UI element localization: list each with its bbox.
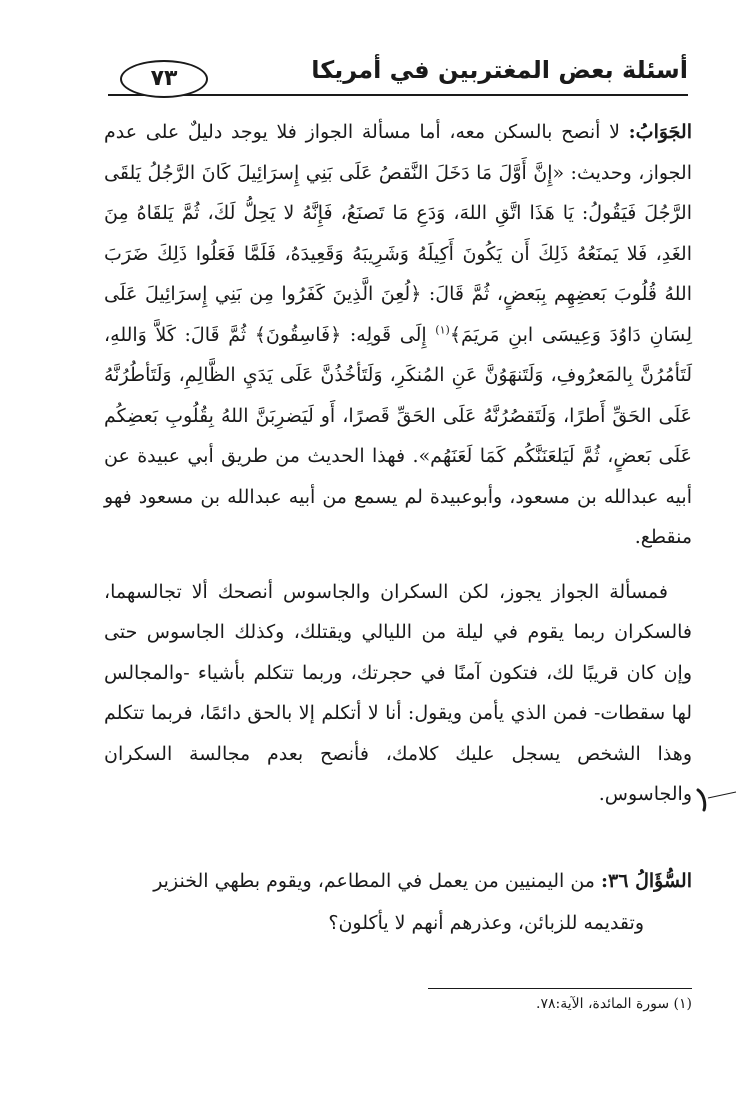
- question-text: من اليمنيين من يعمل في المطاعم، ويقوم بطهي الخنزير: [153, 870, 602, 892]
- running-title: أسئلة بعض المغتربين في أمريكا: [311, 56, 688, 84]
- header-rule: [108, 94, 688, 96]
- question-line-1: [104, 860, 692, 902]
- question-block: [104, 860, 692, 944]
- question-label: السُّؤَالُ ٣٦:: [601, 870, 692, 892]
- main-text: [104, 112, 692, 829]
- footnote-separator: [428, 988, 692, 989]
- footnote-reference: (١): [435, 323, 450, 337]
- advice-paragraph: فمسألة الجواز يجوز، لكن السكران والجاسوس أنصحك ألا تجالسهما، فالسكران ربما يقوم في ليلة من الليالي ويقتلك، وكذلك الجاسوس حتى وإن كان قريبًا لك، فتكون آمنًا في حجرتك، وربما تتكلم بأشياء -والمجالس لها سقطات- فمن الذي يأمن ويقول: أنا لا أتكلم إلا بالحق دائمًا، فربما تتكلم وهذا الشخص يسجل عليك كلامك، فأنصح بعدم مجالسة السكران والجاسوس.: [104, 580, 692, 805]
- margin-pointer-icon: [690, 782, 740, 814]
- footnote: (١) سورة المائدة، الآية:٧٨.: [536, 996, 692, 1012]
- question-line-2: وتقديمه للزبائن، وعذرهم أنهم لا يأكلون؟: [328, 912, 644, 934]
- answer-label: الجَوَابُ:: [628, 121, 692, 143]
- page-header: [108, 56, 688, 96]
- answer-text-continued: إِلَى قَولِه: ﴿فَاسِقُونَ﴾ ثُمَّ قَالَ: كَلاَّ وَاللهِ، لَتَأمُرُنَّ بِالمَعرُوفِ، وَلَتَنهَوُنَّ عَنِ المُنكَرِ، وَلَتَأخُذُنَّ عَلَى يَدَيِ الظَّالِمِ، وَلَتَأطُرُنَّهُ عَلَى الحَقِّ أَطرًا، وَلَتَقصُرُنَّهُ عَلَى الحَقِّ قَصرًا، أَو لَيَضرِبَنَّ اللهُ بِقُلُوبِ بَعضِكُم عَلَى بَعضٍ، ثُمَّ لَيَلعَنَنَّكُم كَمَا لَعَنَهُم». فهذا الحديث من طريق أبي عبيدة عن أبيه عبدالله بن مسعود، وأبوعبيدة لم يسمع من أبيه عبدالله بن مسعود فهو منقطع.: [104, 323, 692, 548]
- page-number: ٧٣: [120, 60, 208, 98]
- answer-paragraph: [104, 112, 692, 558]
- answer-text: لا أنصح بالسكن معه، أما مسألة الجواز فلا يوجد دليلٌ على عدم الجواز، وحديث: «إِنَّ أَوَّلَ مَا دَخَلَ النَّقصُ عَلَى بَنِي إِسرَائِيلَ كَانَ الرَّجُلُ يَلقَى الرَّجُلَ فَيَقُولُ: يَا هَذَا اتَّقِ اللهَ، وَدَعِ مَا تَصنَعُ، فَإِنَّهُ لا يَحِلُّ لَكَ، ثُمَّ يَلقَاهُ مِنَ الغَدِ، فَلا يَمنَعُهُ ذَلِكَ أَن يَكُونَ أَكِيلَهُ وَشَرِيبَهُ وَقَعِيدَهُ، فَلَمَّا فَعَلُوا ذَلِكَ ضَرَبَ اللهُ قُلُوبَ بَعضِهِم بِبَعضٍ، ثُمَّ قَالَ: ﴿لُعِنَ الَّذِينَ كَفَرُوا مِن بَنِي إِسرَائِيلَ عَلَى لِسَانِ دَاوُدَ وَعِيسَى ابنِ مَريَمَ﴾: [104, 121, 692, 346]
